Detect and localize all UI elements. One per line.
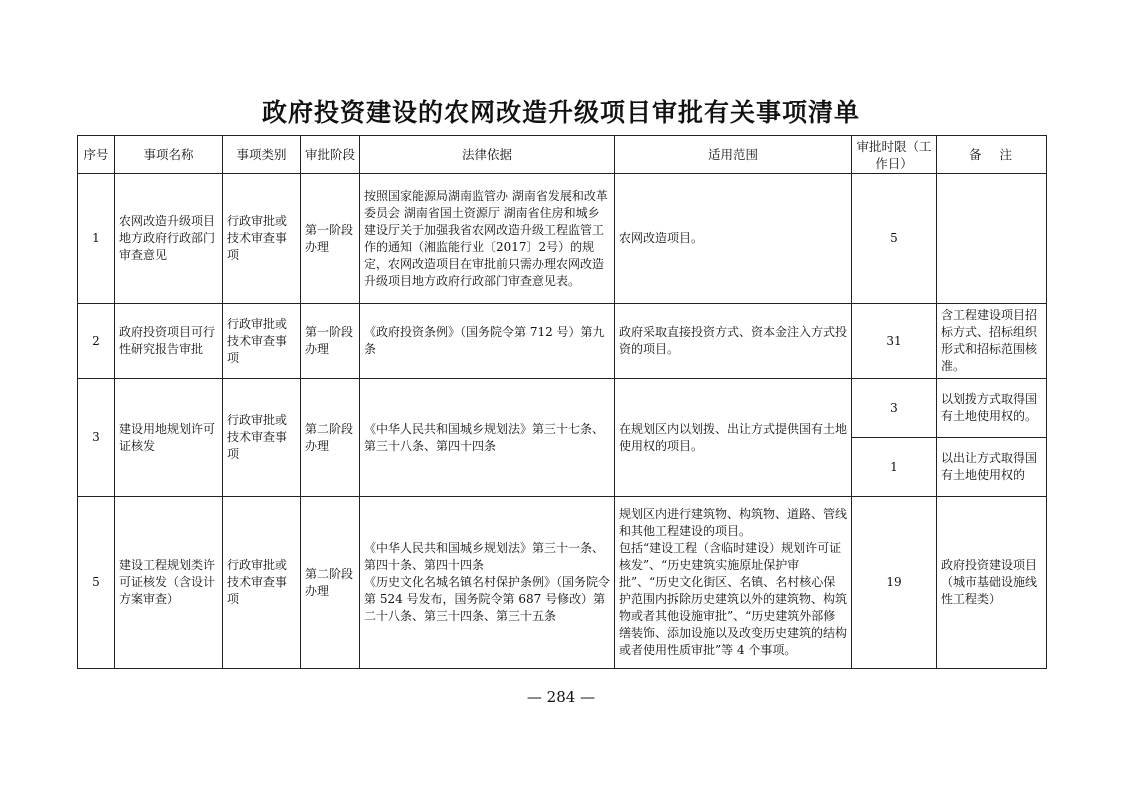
cell-seq: 2 <box>78 304 115 379</box>
cell-item-name: 建设工程规划类许可证核发（含设计方案审查） <box>115 497 223 669</box>
cell-item-type: 行政审批或技术审查事项 <box>223 174 301 304</box>
cell-notes: 含工程建设项目招标方式、招标组织形式和招标范围核准。 <box>937 304 1047 379</box>
document-title: 政府投资建设的农网改造升级项目审批有关事项清单 <box>261 98 860 127</box>
cell-notes <box>937 174 1047 304</box>
cell-seq: 3 <box>78 379 115 497</box>
table-row <box>78 304 1047 379</box>
cell-legal-basis: 《中华人民共和国城乡规划法》第三十七条、第三十八条、第四十四条 <box>360 379 615 497</box>
table-row <box>78 497 1047 669</box>
page-number: — 284 — <box>526 688 596 706</box>
cell-stage: 第二阶段办理 <box>301 379 360 497</box>
header-stage: 审批阶段 <box>301 136 360 174</box>
cell-item-name: 政府投资项目可行性研究报告审批 <box>115 304 223 379</box>
header-legal-basis: 法律依据 <box>360 136 615 174</box>
table-row <box>78 174 1047 304</box>
cell-seq: 5 <box>78 497 115 669</box>
cell-time-limit: 19 <box>852 497 937 669</box>
table-row <box>78 379 1047 438</box>
cell-item-name: 农网改造升级项目地方政府行政部门审查意见 <box>115 174 223 304</box>
cell-notes-transfer: 以出让方式取得国有土地使用权的 <box>937 438 1047 497</box>
header-item-name: 事项名称 <box>115 136 223 174</box>
cell-scope: 在规划区内以划拨、出让方式提供国有土地使用权的项目。 <box>615 379 852 497</box>
cell-item-type: 行政审批或技术审查事项 <box>223 304 301 379</box>
header-time-limit: 审批时限（工作日） <box>852 136 937 174</box>
cell-time-limit: 31 <box>852 304 937 379</box>
cell-time-limit-transfer: 1 <box>852 438 937 497</box>
cell-scope: 农网改造项目。 <box>615 174 852 304</box>
cell-item-name: 建设用地规划许可证核发 <box>115 379 223 497</box>
cell-notes: 政府投资建设项目（城市基础设施线性工程类） <box>937 497 1047 669</box>
cell-item-type: 行政审批或技术审查事项 <box>223 497 301 669</box>
table-header-row <box>78 136 1047 174</box>
header-notes: 备注 <box>937 136 1047 174</box>
cell-legal-basis: 《政府投资条例》（国务院令第 712 号）第九条 <box>360 304 615 379</box>
cell-legal-basis: 《中华人民共和国城乡规划法》第三十一条、第四十条、第四十四条 《历史文化名城名镇名村保护条例》（国务院令第 524 号发布，国务院令第 687 号修改）第二十八条、第三十四条、第三十五条 <box>360 497 615 669</box>
cell-item-type: 行政审批或技术审查事项 <box>223 379 301 497</box>
cell-stage: 第二阶段办理 <box>301 497 360 669</box>
header-seq: 序号 <box>78 136 115 174</box>
approval-items-table <box>77 135 1047 669</box>
cell-stage: 第一阶段办理 <box>301 174 360 304</box>
cell-scope: 政府采取直接投资方式、资本金注入方式投资的项目。 <box>615 304 852 379</box>
cell-scope: 规划区内进行建筑物、构筑物、道路、管线和其他工程建设的项目。 包括“建设工程（含临时建设）规划许可证核发”、“历史建筑实施原址保护审批”、“历史文化街区、名镇、名村核心保护范围内拆除历史建筑以外的建筑物、构筑物或者其他设施审批”、“历史建筑外部修缮装饰、添加设施以及改变历史建筑的结构或者使用性质审批”等 4 个事项。 <box>615 497 852 669</box>
cell-legal-basis: 按照国家能源局湖南监管办 湖南省发展和改革委员会 湖南省国土资源厅 湖南省住房和城乡建设厅关于加强我省农网改造升级工程监管工作的通知（湘监能行业〔2017〕2号）的规定，农网改造项目在审批前只需办理农网改造升级项目地方政府行政部门审查意见表。 <box>360 174 615 304</box>
cell-seq: 1 <box>78 174 115 304</box>
cell-time-limit-allocation: 3 <box>852 379 937 438</box>
cell-stage: 第一阶段办理 <box>301 304 360 379</box>
header-scope: 适用范围 <box>615 136 852 174</box>
cell-time-limit: 5 <box>852 174 937 304</box>
header-item-type: 事项类别 <box>223 136 301 174</box>
cell-notes-allocation: 以划拨方式取得国有土地使用权的。 <box>937 379 1047 438</box>
